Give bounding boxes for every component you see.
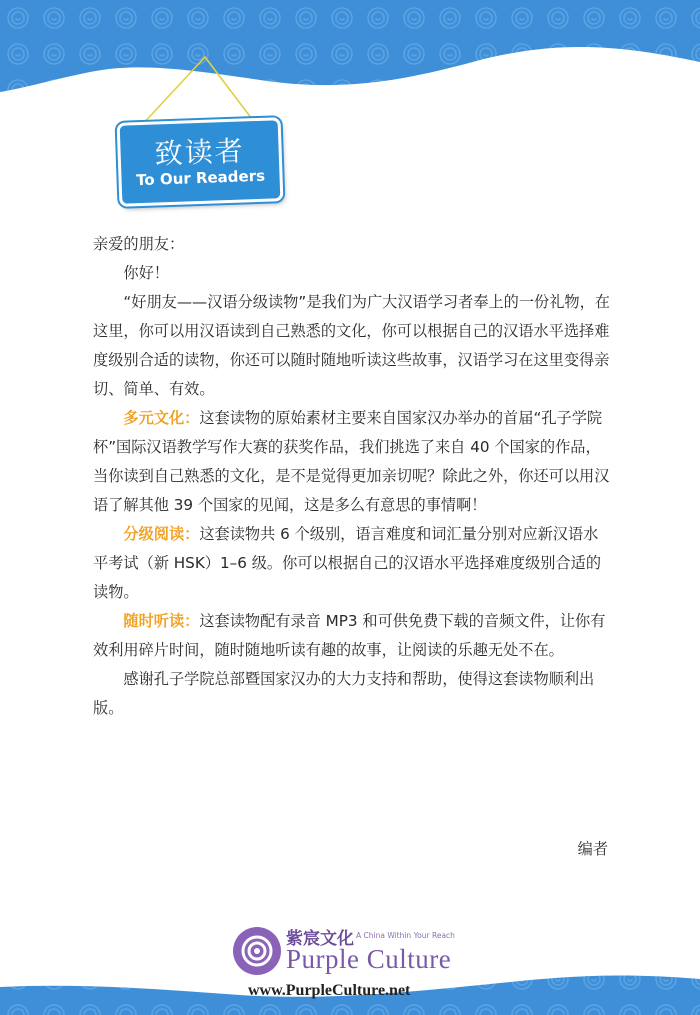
section-text: 这套读物的原始素材主要来自国家汉办举办的首届“孔子学院杯”国际汉语教学写作大赛的获奖作品，我们挑选了来自 40 个国家的作品，当你读到自己熟悉的文化，是不是觉得更加亲切呢？除此之外，你还可以用汉语了解其他 39 个国家的见闻，这是多么有意思的事情啊！ bbox=[93, 409, 610, 514]
section-text: 这套读物共 6 个级别，语言难度和词汇量分别对应新汉语水平考试（新 HSK）1–6 级。你可以根据自己的汉语水平选择难度级别合适的读物。 bbox=[93, 525, 602, 601]
section-text: 这套读物配有录音 MP3 和可供免费下载的音频文件，让你有效利用碎片时间，随时随地听读有趣的故事，让阅读的乐趣无处不在。 bbox=[93, 612, 606, 659]
brand-url[interactable]: www.PurpleCulture.net bbox=[248, 982, 411, 999]
purple-swirl-logo-icon bbox=[232, 924, 282, 978]
salutation: 亲爱的朋友： bbox=[93, 235, 185, 253]
section-graded-reading bbox=[93, 520, 613, 607]
greeting: 你好！ bbox=[123, 264, 169, 282]
intro-paragraph: “好朋友——汉语分级读物”是我们为广大汉语学习者奉上的一份礼物，在这里，你可以用汉语读到自己熟悉的文化，你可以根据自己的汉语水平选择难度级别合适的读物，你还可以随时随地听读这些故事，汉语学习在这里变得亲切、简单、有效。 bbox=[93, 293, 610, 398]
brand-tagline: A China Within Your Reach bbox=[356, 931, 455, 940]
brand-en: Purple Culture bbox=[286, 944, 452, 974]
hanging-sign bbox=[110, 55, 290, 205]
brand-cn: 紫宸文化 bbox=[286, 929, 354, 949]
signoff: 编者 bbox=[577, 840, 608, 858]
top-wave-band bbox=[0, 0, 700, 130]
title-sign bbox=[117, 117, 284, 207]
section-heading: 多元文化： bbox=[123, 409, 200, 427]
letter-body bbox=[93, 230, 613, 723]
title-cn: 致读者 bbox=[154, 134, 246, 171]
section-heading: 分级阅读： bbox=[123, 525, 200, 543]
purple-culture-watermark bbox=[232, 922, 532, 1004]
section-heading: 随时听读： bbox=[123, 612, 200, 630]
section-multicultural bbox=[93, 404, 613, 520]
title-en: To Our Readers bbox=[135, 166, 266, 190]
thanks-paragraph: 感谢孔子学院总部暨国家汉办的大力支持和帮助，使得这套读物顺利出版。 bbox=[93, 670, 595, 717]
section-listen-anytime bbox=[93, 607, 613, 665]
